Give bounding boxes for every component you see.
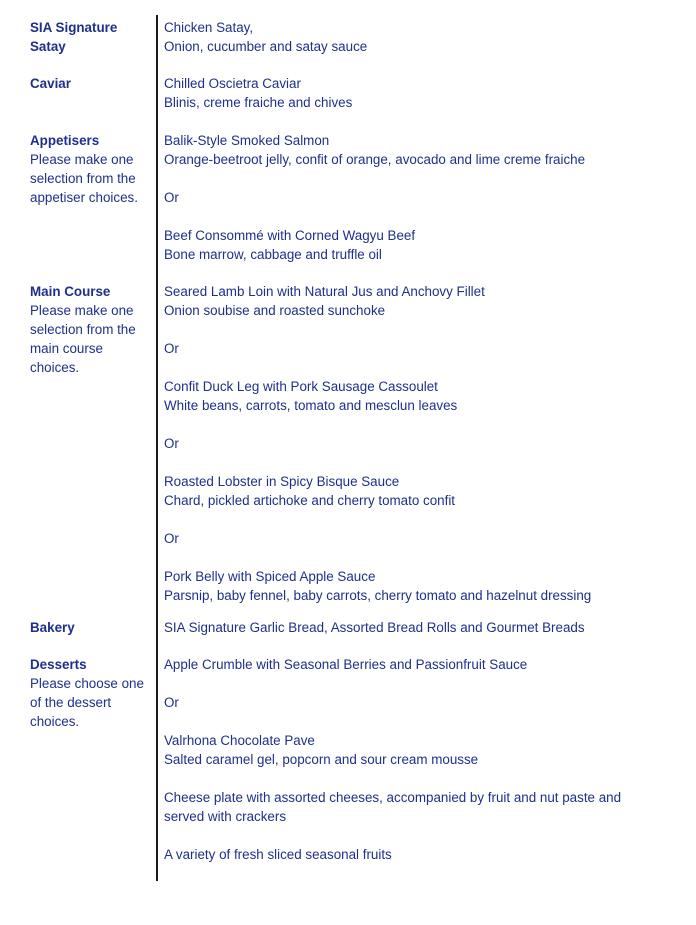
section-title: Main Course bbox=[30, 284, 111, 299]
dish-description: Chard, pickled artichoke and cherry tomato confit bbox=[164, 493, 456, 508]
dish-name: Cheese plate with assorted cheeses, accompanied by fruit and nut paste and served with crackers bbox=[164, 790, 622, 824]
dish-description: Onion soubise and roasted sunchoke bbox=[164, 303, 386, 318]
dish-description: Parsnip, baby fennel, baby carrots, cherry tomato and hazelnut dressing bbox=[164, 588, 592, 603]
section-title: SIA Signature Satay bbox=[30, 20, 118, 54]
section-label bbox=[30, 18, 152, 56]
section-note: Please make one selection from the appetiser choices. bbox=[30, 152, 138, 205]
menu-item bbox=[164, 131, 664, 169]
or-separator bbox=[164, 339, 664, 358]
menu-item bbox=[164, 74, 664, 112]
section-label bbox=[30, 131, 152, 207]
column-divider bbox=[156, 15, 158, 881]
section-title: Appetisers bbox=[30, 133, 100, 148]
dish-name: Chilled Oscietra Caviar bbox=[164, 76, 301, 91]
or-text: Or bbox=[164, 695, 179, 710]
dish-name: Pork Belly with Spiced Apple Sauce bbox=[164, 569, 376, 584]
section-items bbox=[164, 74, 664, 112]
dish-name: Apple Crumble with Seasonal Berries and Passionfruit Sauce bbox=[164, 657, 528, 672]
dish-description: Onion, cucumber and satay sauce bbox=[164, 39, 368, 54]
menu-item bbox=[164, 18, 664, 56]
section-note: Please make one selection from the main course choices. bbox=[30, 303, 136, 375]
menu-item bbox=[164, 845, 664, 864]
menu-item bbox=[164, 226, 664, 264]
menu-item bbox=[164, 472, 664, 510]
section-label bbox=[30, 282, 152, 377]
or-separator bbox=[164, 529, 664, 548]
or-text: Or bbox=[164, 436, 179, 451]
menu-item bbox=[164, 731, 664, 769]
dish-name: Beef Consommé with Corned Wagyu Beef bbox=[164, 228, 416, 243]
dish-name: Balik-Style Smoked Salmon bbox=[164, 133, 330, 148]
menu-item bbox=[164, 282, 664, 320]
section-title: Caviar bbox=[30, 76, 71, 91]
or-separator bbox=[164, 693, 664, 712]
menu-item bbox=[164, 377, 664, 415]
dish-description: Orange-beetroot jelly, confit of orange, avocado and lime creme fraiche bbox=[164, 152, 586, 167]
dish-name: Chicken Satay, bbox=[164, 20, 254, 35]
or-separator bbox=[164, 434, 664, 453]
section-note: Please choose one of the dessert choices. bbox=[30, 676, 144, 729]
dish-name: Valrhona Chocolate Pave bbox=[164, 733, 315, 748]
section-title: Desserts bbox=[30, 657, 87, 672]
or-text: Or bbox=[164, 190, 179, 205]
dish-name: Seared Lamb Loin with Natural Jus and Anchovy Fillet bbox=[164, 284, 485, 299]
menu-item bbox=[164, 567, 664, 605]
dish-description: Bone marrow, cabbage and truffle oil bbox=[164, 247, 382, 262]
menu-item bbox=[164, 788, 664, 826]
section-items bbox=[164, 655, 664, 864]
section-items bbox=[164, 282, 664, 605]
or-text: Or bbox=[164, 531, 179, 546]
dish-name: Confit Duck Leg with Pork Sausage Cassoulet bbox=[164, 379, 438, 394]
section-items bbox=[164, 18, 664, 56]
dish-description: White beans, carrots, tomato and mesclun leaves bbox=[164, 398, 458, 413]
section-label bbox=[30, 618, 152, 637]
section-label bbox=[30, 74, 152, 93]
section-items bbox=[164, 618, 664, 637]
menu-item bbox=[164, 655, 664, 674]
dish-name: A variety of fresh sliced seasonal fruits bbox=[164, 847, 392, 862]
section-title: Bakery bbox=[30, 620, 75, 635]
or-separator bbox=[164, 188, 664, 207]
menu-item bbox=[164, 618, 664, 637]
dish-name: Roasted Lobster in Spicy Bisque Sauce bbox=[164, 474, 400, 489]
section-items bbox=[164, 131, 664, 264]
dish-name: SIA Signature Garlic Bread, Assorted Bread Rolls and Gourmet Breads bbox=[164, 620, 585, 635]
or-text: Or bbox=[164, 341, 179, 356]
section-label bbox=[30, 655, 152, 731]
dish-description: Blinis, creme fraiche and chives bbox=[164, 95, 353, 110]
dish-description: Salted caramel gel, popcorn and sour cream mousse bbox=[164, 752, 479, 767]
